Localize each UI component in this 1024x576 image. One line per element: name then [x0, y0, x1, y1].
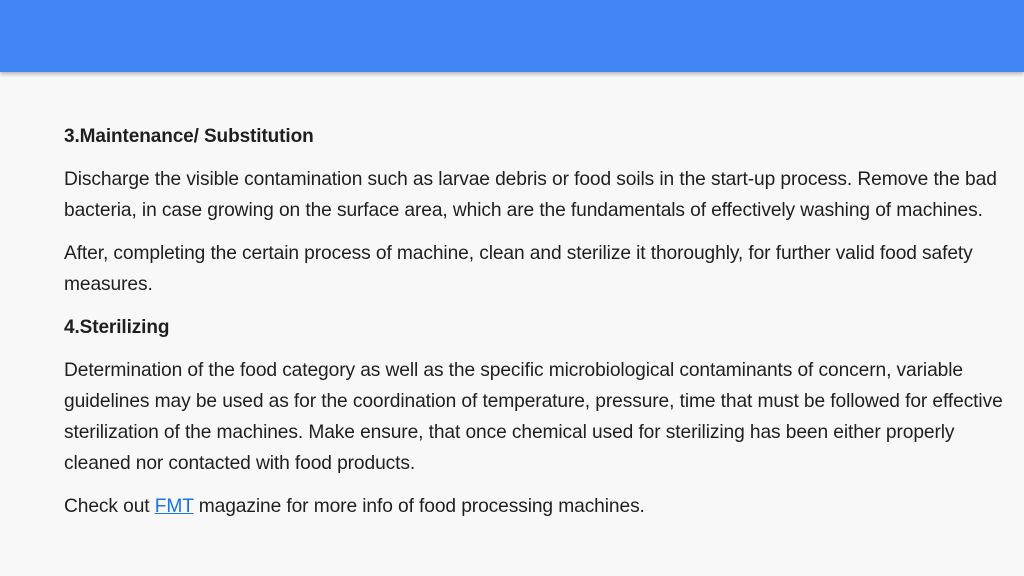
header-bar	[0, 0, 1024, 72]
footer-suffix: magazine for more info of food processing machines.	[193, 496, 645, 517]
section-heading-maintenance: 3.Maintenance/ Substitution	[64, 126, 314, 147]
paragraph-after-completing: After, completing the certain process of machine, clean and sterilize it thoroughly, for further valid food safety measures.	[64, 243, 973, 295]
section-heading-sterilizing: 4.Sterilizing	[64, 317, 170, 338]
fmt-link[interactable]: FMT	[154, 496, 194, 517]
footer-prefix: Check out	[64, 496, 155, 517]
footer-line	[64, 491, 1004, 522]
slide-body	[64, 121, 1004, 534]
paragraph-discharge: Discharge the visible contamination such as larvae debris or food soils in the start-up process. Remove the bad bacteria, in case growing on the surface area, which are the fundamentals of effectively washing of machines.	[64, 169, 997, 221]
paragraph-determination: Determination of the food category as well as the specific microbiological contaminants of concern, variable guidelines may be used as for the coordination of temperature, pressure, time that must be followed for effective sterilization of the machines. Make ensure, that once chemical used for sterilizing has been either properly cleaned nor contacted with food products.	[64, 360, 1003, 474]
